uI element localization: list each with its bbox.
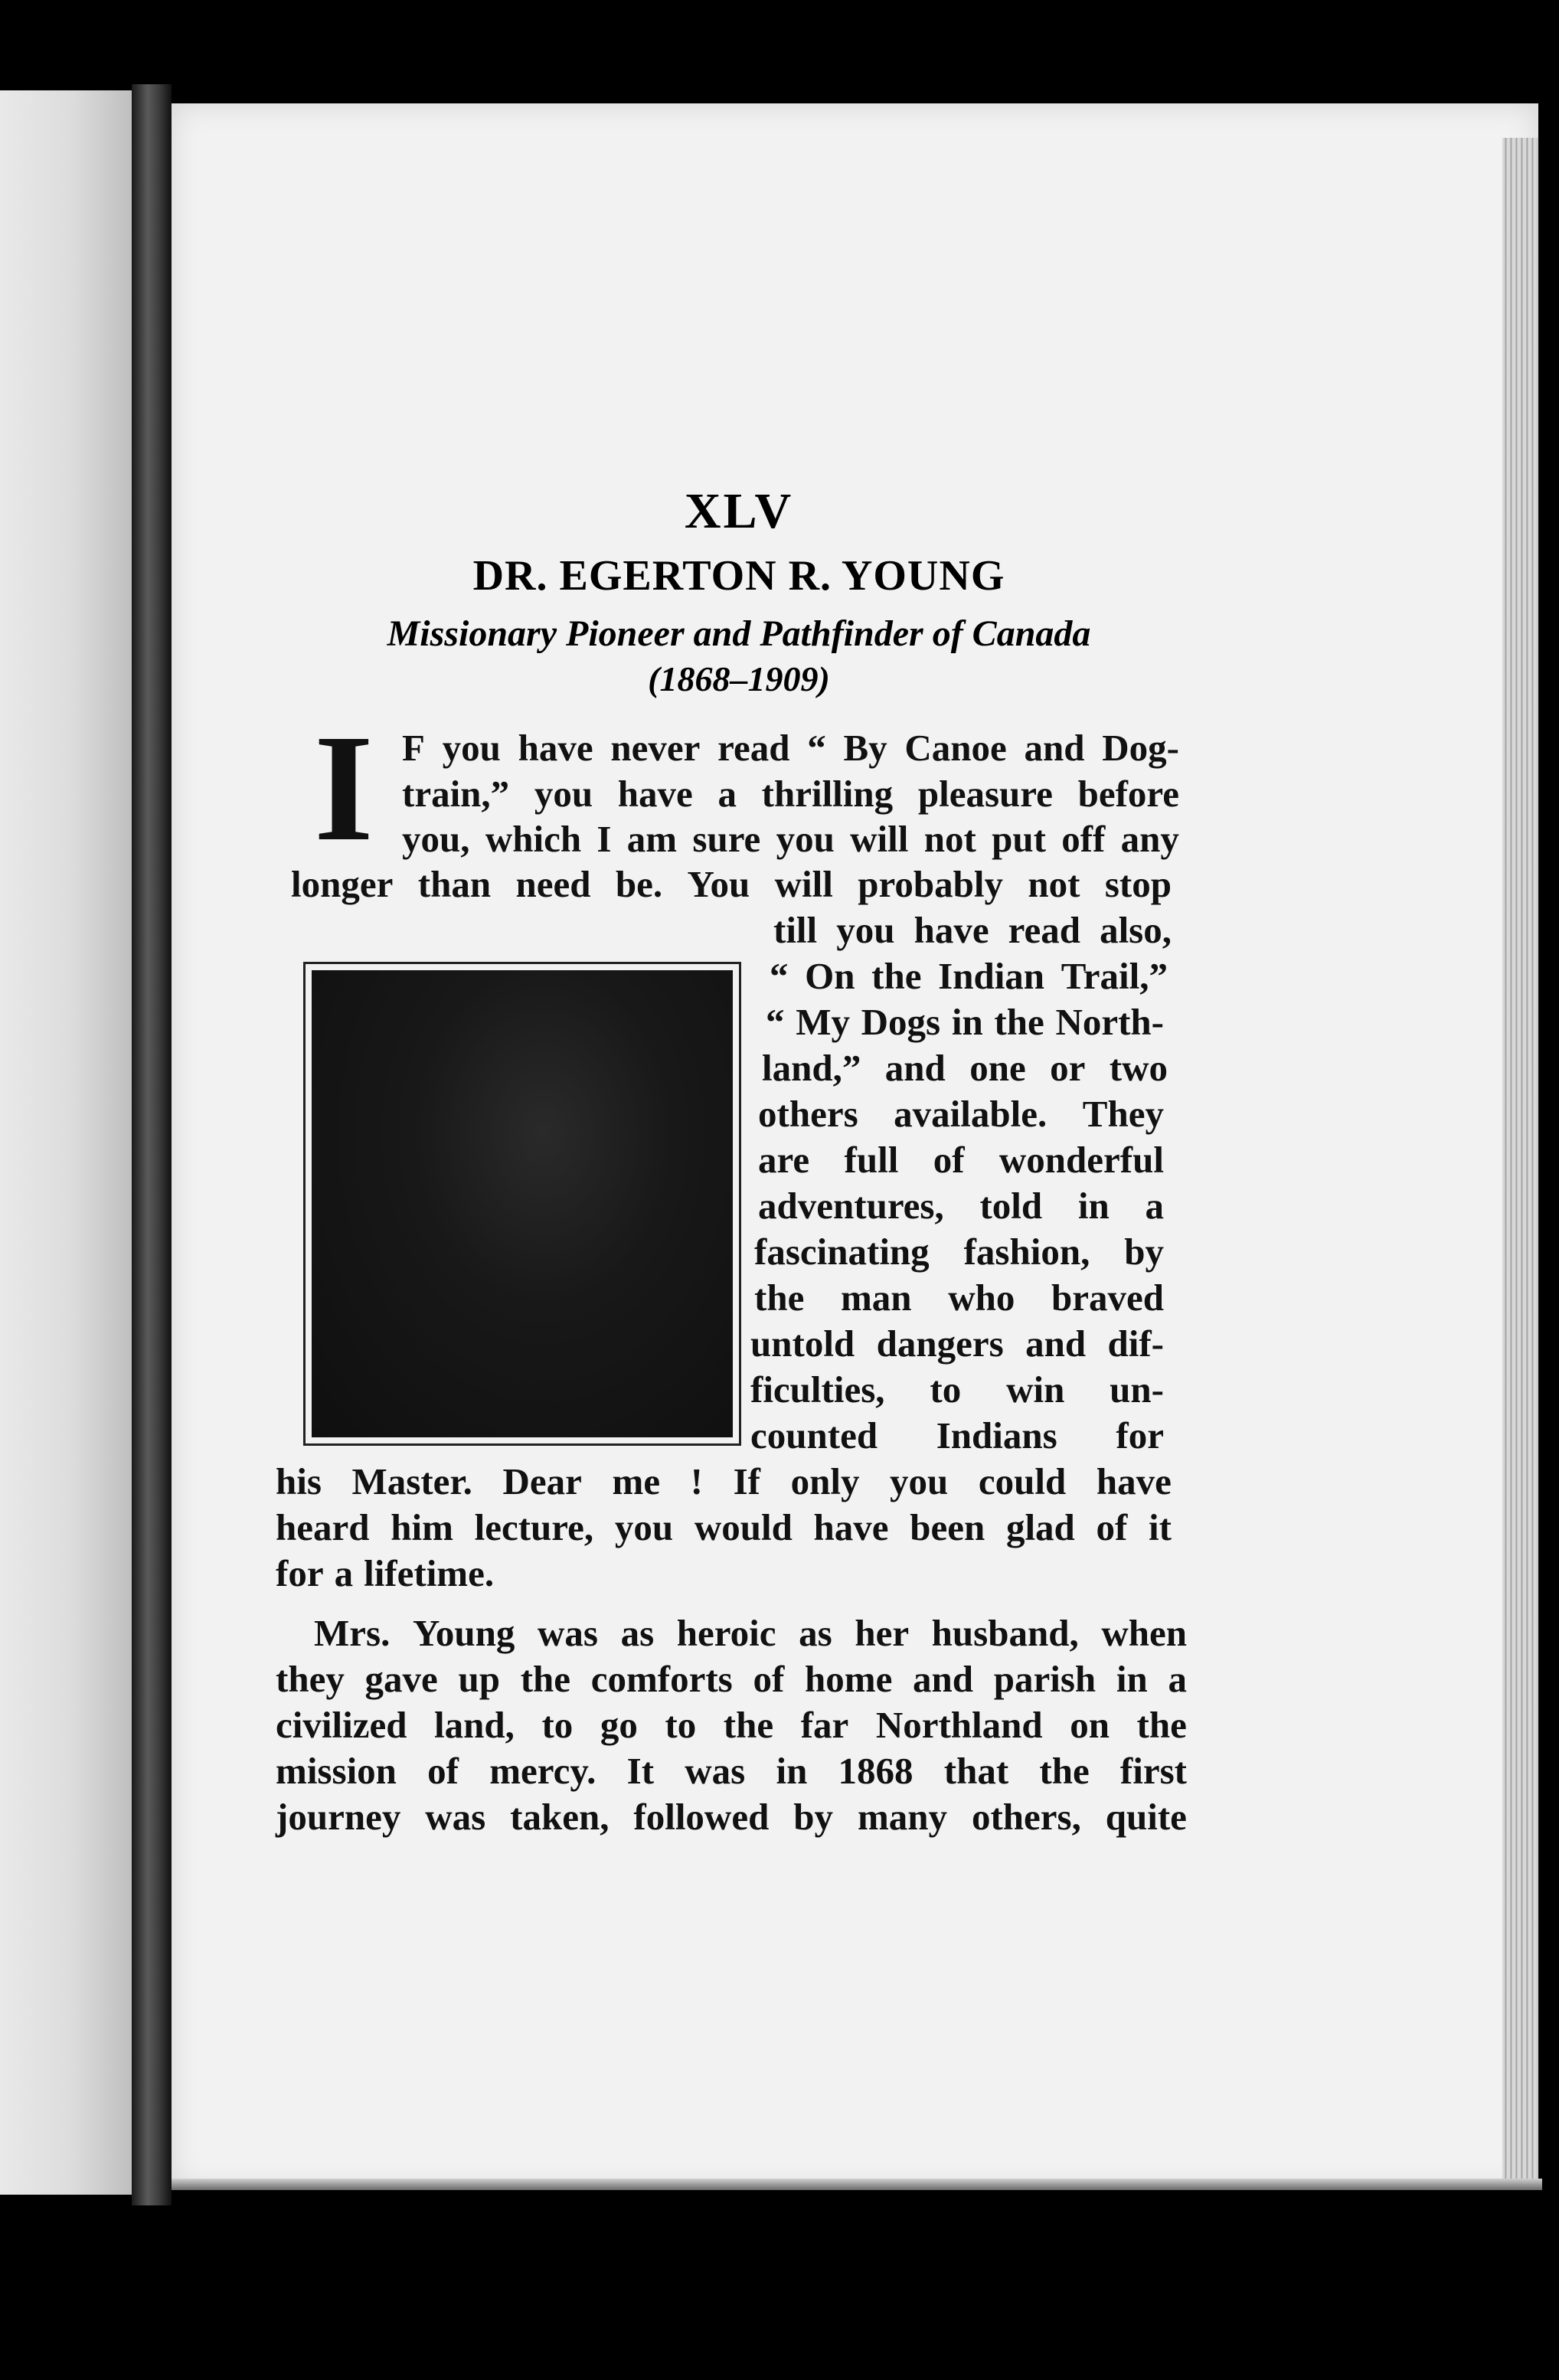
word: lecture, — [474, 1506, 594, 1548]
word: in — [1116, 1658, 1148, 1700]
word: was — [538, 1612, 598, 1654]
word: be. — [615, 863, 663, 905]
word: of — [427, 1750, 459, 1792]
word: have — [914, 909, 989, 951]
word: If — [733, 1460, 760, 1502]
word: go — [600, 1704, 638, 1746]
word: first — [1119, 1750, 1187, 1792]
word: or — [1050, 1047, 1086, 1089]
paragraph-1-line — [402, 772, 1179, 816]
page-number: 191 — [714, 2344, 763, 2379]
word: the — [1136, 1704, 1187, 1746]
word: “ — [770, 955, 789, 997]
word: home — [805, 1658, 893, 1700]
word: train,” — [402, 773, 510, 815]
word: have — [813, 1506, 889, 1548]
word: journey — [276, 1796, 401, 1838]
word: un- — [1110, 1368, 1164, 1411]
word: you — [890, 1460, 949, 1502]
word: of — [1096, 1506, 1128, 1548]
word: heard — [276, 1506, 370, 1548]
word: to — [541, 1704, 574, 1746]
word: need — [515, 863, 591, 905]
word: Dog- — [1102, 727, 1179, 769]
word: up — [458, 1658, 500, 1700]
word: and — [1024, 727, 1085, 769]
word: have — [1096, 1460, 1172, 1502]
word: in — [776, 1750, 808, 1792]
book-spine — [132, 84, 172, 2205]
paragraph-2-line — [314, 1611, 1187, 1655]
word: read — [1008, 909, 1080, 951]
chapter-title: DR. EGERTON R. YOUNG — [472, 552, 1005, 600]
paragraph-1-line — [291, 862, 1172, 906]
paragraph-1-line — [750, 1368, 1164, 1411]
word: By — [843, 727, 887, 769]
word: “ — [807, 727, 826, 769]
word: before — [1077, 773, 1179, 815]
word: man — [840, 1277, 912, 1319]
word: have — [518, 727, 593, 769]
word: full — [844, 1139, 899, 1181]
word: to — [665, 1704, 697, 1746]
paragraph-1-line — [402, 726, 1179, 770]
word: available. — [894, 1093, 1048, 1135]
word: will — [774, 863, 833, 905]
word: many — [857, 1796, 948, 1838]
word: read — [717, 727, 790, 769]
word: taken, — [510, 1796, 610, 1838]
word: You — [687, 863, 750, 905]
word: never — [610, 727, 701, 769]
word: glad — [1005, 1506, 1075, 1548]
word: gave — [364, 1658, 438, 1700]
word: untold — [750, 1322, 855, 1365]
word: than — [417, 863, 492, 905]
word: Northland — [875, 1704, 1043, 1746]
word: you — [534, 773, 593, 815]
word: and — [913, 1658, 974, 1700]
paragraph-1-line — [766, 1000, 1164, 1044]
chapter-number: XLV — [684, 483, 794, 539]
word: one — [969, 1047, 1026, 1089]
word: told — [979, 1185, 1043, 1227]
word: the — [871, 955, 922, 997]
word: put — [992, 818, 1046, 860]
portrait-photo — [303, 962, 741, 1446]
word: been — [910, 1506, 985, 1548]
word: who — [948, 1277, 1015, 1319]
word: am — [626, 818, 678, 860]
portrait-image — [312, 970, 733, 1437]
word: wonderful — [998, 1139, 1164, 1181]
word: as — [799, 1612, 832, 1654]
word: and — [1025, 1322, 1087, 1365]
word: the — [754, 1277, 805, 1319]
word: you — [442, 727, 501, 769]
word: not — [923, 818, 976, 860]
word: lifetime. — [364, 1552, 495, 1594]
paragraph-1-line — [754, 1230, 1164, 1273]
word: My — [796, 1001, 850, 1043]
word: her — [855, 1612, 910, 1654]
word: Indian — [938, 955, 1045, 997]
word: civilized — [276, 1704, 407, 1746]
word: dif- — [1107, 1322, 1164, 1365]
word: Dear — [502, 1460, 582, 1502]
word: It — [626, 1750, 655, 1792]
paragraph-1-line — [758, 1184, 1164, 1228]
word: for — [1116, 1414, 1164, 1456]
chapter-subtitle: Missionary Pioneer and Pathfinder of Canada — [387, 613, 1091, 654]
word: F — [402, 727, 425, 769]
word: North- — [1055, 1001, 1164, 1043]
word: of — [753, 1658, 785, 1700]
word: any — [1120, 818, 1179, 860]
word: have — [617, 773, 693, 815]
word: ficulties, — [750, 1368, 885, 1411]
word: others, — [971, 1796, 1081, 1838]
word: and — [884, 1047, 946, 1089]
word: by — [793, 1796, 834, 1838]
word: heroic — [676, 1612, 776, 1654]
paragraph-1-line — [773, 908, 1172, 952]
word: a — [717, 773, 737, 815]
word: adventures, — [758, 1185, 944, 1227]
paragraph-1-line — [754, 1276, 1164, 1319]
paragraph-2-line — [276, 1657, 1187, 1701]
word: a — [334, 1552, 354, 1594]
paragraph-2-line — [276, 1795, 1187, 1839]
word: mercy. — [489, 1750, 596, 1792]
word: Young — [412, 1612, 515, 1654]
word: others — [758, 1093, 858, 1135]
word: Trail,” — [1061, 955, 1168, 997]
word: you — [836, 909, 895, 951]
word: by — [1124, 1231, 1164, 1273]
word: it — [1149, 1506, 1172, 1548]
word: I — [596, 818, 612, 860]
chapter-dates: (1868–1909) — [648, 659, 830, 698]
word: pleasure — [917, 773, 1053, 815]
word: me — [612, 1460, 661, 1502]
word: two — [1109, 1047, 1168, 1089]
word: also, — [1100, 909, 1172, 951]
word: longer — [291, 863, 394, 905]
word: you — [614, 1506, 674, 1548]
paragraph-1-line — [758, 1092, 1164, 1136]
word: him — [391, 1506, 453, 1548]
word: the — [723, 1704, 774, 1746]
word: parish — [993, 1658, 1097, 1700]
word: Mrs. — [314, 1612, 391, 1654]
word: followed — [633, 1796, 770, 1838]
word: which — [485, 818, 582, 860]
word: to — [930, 1368, 962, 1411]
paragraph-1-line — [750, 1322, 1164, 1365]
paragraph-1-line — [762, 1046, 1168, 1090]
word: On — [805, 955, 855, 997]
word: Indians — [936, 1414, 1057, 1456]
paragraph-1-line — [276, 1460, 1172, 1503]
word: fashion, — [963, 1231, 1090, 1273]
paragraph-1-line — [770, 954, 1168, 998]
word: Dogs — [861, 1001, 941, 1043]
word: probably — [858, 863, 1003, 905]
word: 1868 — [838, 1750, 914, 1792]
word: land, — [434, 1704, 515, 1746]
word: will — [850, 818, 909, 860]
word: comforts — [590, 1658, 733, 1700]
word: mission — [276, 1750, 397, 1792]
word: They — [1082, 1093, 1164, 1135]
word: for — [276, 1552, 324, 1594]
paragraph-2-line — [276, 1703, 1187, 1747]
page-bottom-edge — [172, 2179, 1542, 2190]
page-edges — [1502, 138, 1538, 2190]
word: you, — [402, 818, 470, 860]
word: win — [1006, 1368, 1065, 1411]
word: was — [685, 1750, 746, 1792]
word: could — [978, 1460, 1067, 1502]
word: a — [1145, 1185, 1164, 1227]
word: the — [1039, 1750, 1090, 1792]
word: counted — [750, 1414, 878, 1456]
word: off — [1061, 818, 1106, 860]
word: land,” — [762, 1047, 861, 1089]
word: in — [951, 1001, 983, 1043]
word: they — [276, 1658, 345, 1700]
word: his — [276, 1460, 322, 1502]
word: the — [994, 1001, 1044, 1043]
word: stop — [1104, 863, 1172, 905]
word: far — [800, 1704, 849, 1746]
word: till — [773, 909, 818, 951]
word: that — [943, 1750, 1009, 1792]
word: dangers — [876, 1322, 1004, 1365]
word: was — [425, 1796, 486, 1838]
word: a — [1168, 1658, 1187, 1700]
drop-cap: I — [314, 704, 374, 873]
word: only — [790, 1460, 860, 1502]
paragraph-1-line — [276, 1505, 1172, 1549]
paragraph-1-line — [758, 1138, 1164, 1182]
paragraph-1-line — [750, 1414, 1164, 1457]
word: fascinating — [754, 1231, 930, 1273]
word: on — [1070, 1704, 1110, 1746]
word: sure — [692, 818, 761, 860]
word: thrilling — [761, 773, 894, 815]
word: husband, — [931, 1612, 1079, 1654]
word: Master. — [351, 1460, 472, 1502]
word: in — [1077, 1185, 1110, 1227]
facing-page-edge — [0, 90, 132, 2195]
word: braved — [1051, 1277, 1164, 1319]
word: would — [694, 1506, 793, 1548]
paragraph-1-line — [276, 1551, 582, 1595]
word: you — [776, 818, 835, 860]
word: of — [933, 1139, 965, 1181]
word: quite — [1105, 1796, 1187, 1838]
paragraph-2-line — [276, 1749, 1187, 1793]
word: the — [520, 1658, 571, 1700]
word: not — [1028, 863, 1080, 905]
word: “ — [766, 1001, 785, 1043]
word: Canoe — [904, 727, 1007, 769]
word: as — [620, 1612, 655, 1654]
word: are — [758, 1139, 810, 1181]
word: ! — [690, 1460, 703, 1502]
paragraph-1-line — [402, 817, 1179, 861]
word: when — [1101, 1612, 1187, 1654]
